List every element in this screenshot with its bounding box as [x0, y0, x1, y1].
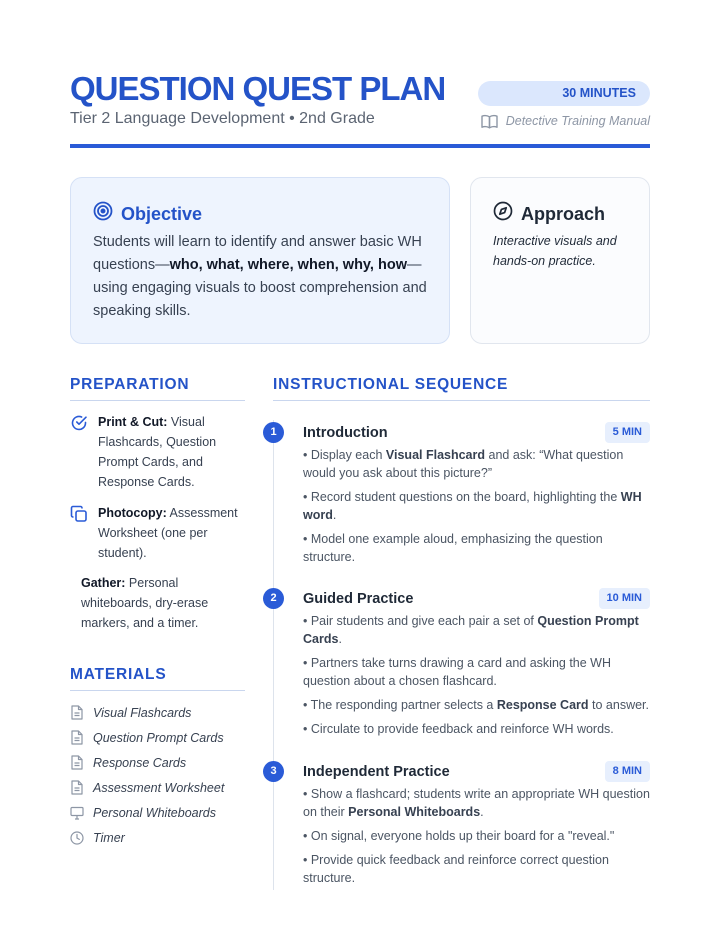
- clock-icon: [70, 831, 84, 845]
- step-duration-badge: 10 MIN: [599, 588, 650, 609]
- step-bullets: [303, 612, 650, 744]
- book-icon: [481, 114, 498, 129]
- objective-text-emphasis: who, what, where, when, why, how: [169, 257, 407, 273]
- step-number: 1: [263, 422, 284, 443]
- step-number: 3: [263, 761, 284, 782]
- bullet-text: .: [338, 632, 342, 646]
- step-title: Guided Practice: [303, 591, 414, 607]
- prep-item-label: Gather:: [81, 576, 126, 590]
- step-bullet: [303, 612, 650, 648]
- materials-list: [70, 700, 245, 850]
- target-icon: [93, 201, 113, 226]
- bullet-text: • Model one example aloud, emphasizing the question structure.: [303, 532, 603, 564]
- document-icon: [70, 780, 84, 795]
- step-bullet: [303, 446, 650, 482]
- material-label: Personal Whiteboards: [93, 805, 216, 820]
- timeline-line: [273, 420, 274, 890]
- prep-item-text: Personal whiteboards, dry-erase markers, and a timer.: [81, 576, 209, 630]
- manual-label: [481, 113, 650, 129]
- bullet-text: • On signal, everyone holds up their board for a "reveal.": [303, 829, 615, 843]
- approach-text: Interactive visuals and hands-on practice.: [493, 234, 617, 268]
- bullet-text: • Display each: [303, 448, 386, 462]
- step-title: Independent Practice: [303, 764, 450, 780]
- bullet-emphasis: Visual Flashcard: [385, 448, 486, 462]
- bullet-emphasis: Personal Whiteboards: [348, 805, 481, 819]
- step-bullet: [303, 720, 650, 738]
- preparation-heading: PREPARATION: [70, 376, 190, 393]
- material-label: Assessment Worksheet: [93, 780, 225, 795]
- step-bullet: [303, 654, 650, 690]
- prep-item-print: [70, 412, 245, 492]
- prep-item-text: Assessment Worksheet (one per student).: [98, 506, 238, 560]
- prep-item-text: Visual Flashcards, Question Prompt Cards, and Response Cards.: [98, 415, 217, 489]
- step-duration-badge: 5 MIN: [605, 422, 650, 443]
- prep-item-label: Print & Cut:: [98, 415, 168, 429]
- material-item: [70, 725, 245, 750]
- monitor-icon: [70, 806, 84, 820]
- bullet-text: • Provide quick feedback and reinforce correct question structure.: [303, 853, 609, 885]
- bullet-emphasis: Question Prompt Cards: [303, 614, 639, 646]
- objective-text-end: —using engaging visuals to boost comprehension and speaking skills.: [93, 257, 427, 319]
- material-label: Question Prompt Cards: [93, 730, 224, 745]
- sequence-divider: [273, 400, 650, 401]
- bullet-text: to answer.: [588, 698, 649, 712]
- objective-text-start: Students will learn to identify and answer basic WH questions—: [93, 234, 422, 273]
- bullet-text: • Pair students and give each pair a set of: [303, 614, 538, 628]
- material-item: [70, 700, 245, 725]
- approach-heading: Approach: [521, 203, 606, 224]
- bullet-text: • Show a flashcard; students write an appropriate WH question on their: [303, 787, 650, 819]
- objective-heading: Objective: [121, 203, 203, 224]
- bullet-text: • Circulate to provide feedback and reinforce WH words.: [303, 722, 614, 736]
- prep-item-label: Photocopy:: [98, 506, 167, 520]
- bullet-text: • Record student questions on the board, highlighting the: [303, 490, 621, 504]
- objective-card: [70, 177, 450, 344]
- document-icon: [70, 755, 84, 770]
- duration-badge: 30 MINUTES: [478, 81, 650, 106]
- bullet-emphasis: WH word: [303, 490, 642, 522]
- material-item: [70, 750, 245, 775]
- objective-text: [93, 231, 433, 323]
- bullet-emphasis: Response Card: [496, 698, 589, 712]
- step-bullets: [303, 785, 650, 893]
- step-bullet: [303, 530, 650, 566]
- step-bullet: [303, 785, 650, 821]
- step-title: Introduction: [303, 425, 388, 441]
- material-item: [70, 800, 245, 825]
- step-bullet: [303, 851, 650, 887]
- step-bullets: [303, 446, 650, 572]
- step-bullet: [303, 696, 650, 714]
- page-title: QUESTION QUEST PLAN: [70, 70, 446, 107]
- bullet-text: • The responding partner selects a: [303, 698, 497, 712]
- step-bullet: [303, 827, 650, 845]
- prep-item-gather: [81, 573, 246, 633]
- page-subtitle: Tier 2 Language Development • 2nd Grade: [70, 110, 375, 127]
- material-item: [70, 825, 245, 850]
- step-duration-badge: 8 MIN: [605, 761, 650, 782]
- materials-heading: MATERIALS: [70, 666, 167, 683]
- document-icon: [70, 730, 84, 745]
- compass-icon: [493, 201, 513, 226]
- document-icon: [70, 705, 84, 720]
- materials-divider: [70, 690, 245, 691]
- page-header: [70, 70, 650, 148]
- sequence-heading: INSTRUCTIONAL SEQUENCE: [273, 376, 509, 393]
- step-bullet: [303, 488, 650, 524]
- prep-item-photocopy: [70, 503, 245, 563]
- check-circle-icon: [70, 412, 88, 492]
- manual-label-text: Detective Training Manual: [505, 114, 650, 128]
- preparation-divider: [70, 400, 245, 401]
- approach-card: [470, 177, 650, 344]
- header-divider: [70, 144, 650, 148]
- material-label: Response Cards: [93, 755, 187, 770]
- step-number: 2: [263, 588, 284, 609]
- bullet-text: • Partners take turns drawing a card and asking the WH question about a chosen flashcard.: [303, 656, 611, 688]
- material-label: Visual Flashcards: [93, 705, 192, 720]
- material-item: [70, 775, 245, 800]
- bullet-text: .: [480, 805, 484, 819]
- bullet-text: and ask: “What question would you ask about this picture?”: [303, 448, 624, 480]
- copy-icon: [70, 503, 88, 563]
- material-label: Timer: [93, 830, 125, 845]
- bullet-text: .: [332, 508, 337, 522]
